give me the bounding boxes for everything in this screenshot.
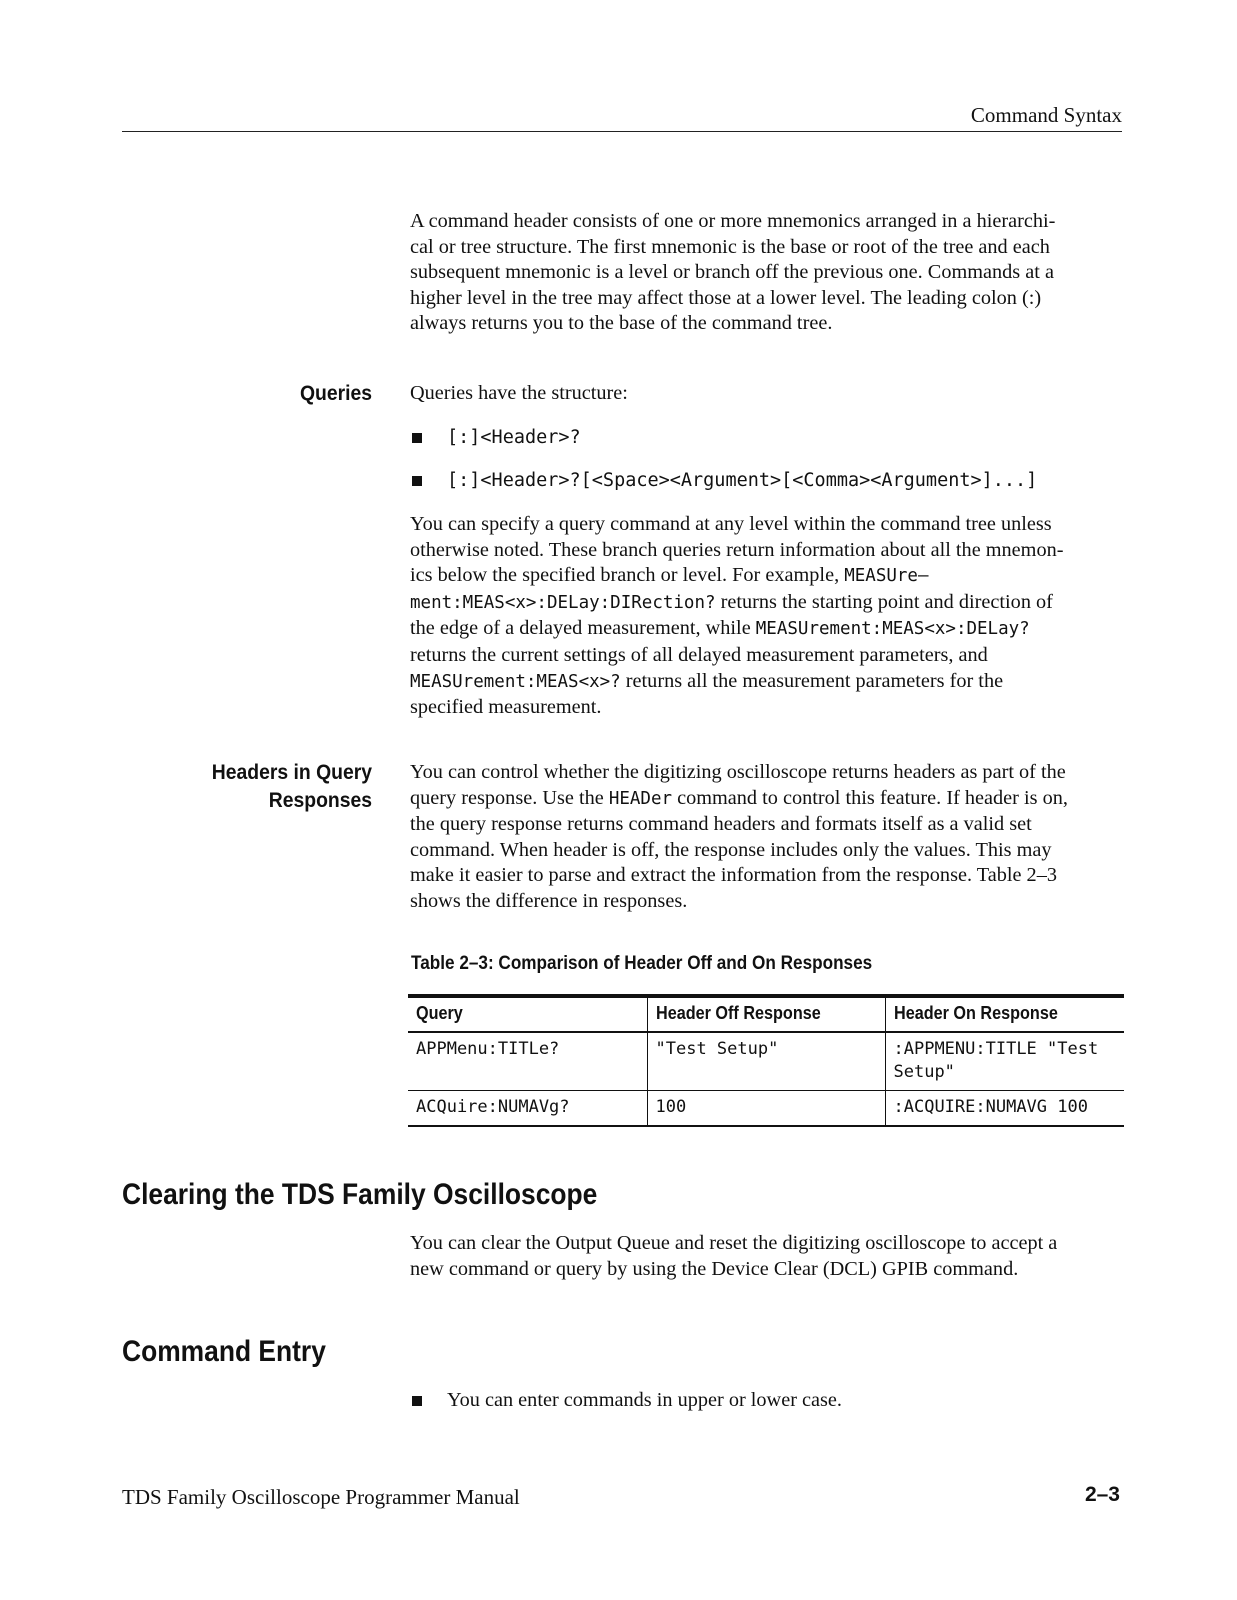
column-header-on (885, 996, 1124, 1032)
command-entry-title: Command Entry (122, 1335, 326, 1368)
text-line: returns the current settings of all delayed measurement parameters, and (410, 643, 988, 666)
text-line: subsequent mnemonic is a level or branch off the previous one. Commands at a (410, 261, 1054, 284)
table-caption: Table 2–3: Comparison of Header Off and On Responses (411, 952, 873, 974)
page-number: 2–3 (1084, 1483, 1120, 1506)
syntax-text: [:]<Header>?[<Space><Argument>[<Comma><Argument>]...] (447, 470, 1038, 491)
text-run: returns the starting point and direction of (715, 590, 1053, 613)
bullet-square (412, 433, 422, 443)
text-line: You can specify a query command at any level within the command tree unless (410, 513, 1052, 535)
intro-paragraph (410, 209, 1122, 337)
code-run: HEADer (608, 788, 673, 809)
clearing-section-title: Clearing the TDS Family Oscilloscope (122, 1178, 598, 1211)
text-line: shows the difference in responses. (410, 889, 688, 912)
header-text: Header On Response (893, 1003, 1058, 1023)
comparison-table (408, 994, 1124, 1127)
code-run: ment:MEAS<x>:DELay:DIRection? (410, 592, 716, 613)
footer-manual-title: TDS Family Oscilloscope Programmer Manual (122, 1485, 520, 1509)
text-run: ics below the specified branch or level. For example, (410, 564, 845, 587)
header-text: Header Off Response (655, 1003, 821, 1023)
column-header-off (647, 996, 885, 1032)
text-run: command to control this feature. If header is on, (672, 786, 1068, 809)
text-run: returns all the measurement parameters for the (620, 669, 1004, 692)
text-line: A command header consists of one or more mnemonics arranged in a hierarchi- (410, 210, 1056, 232)
table-cell: :ACQUIRE:NUMAVG 100 (885, 1091, 1124, 1127)
table-row (408, 1091, 1124, 1127)
text-run: the edge of a delayed measurement, while (410, 617, 756, 640)
table-cell: :APPMENU:TITLE "Test Setup" (885, 1032, 1124, 1091)
text-line: command. When header is off, the response includes only the values. This may (410, 838, 1052, 861)
headers-in-query-heading (212, 758, 372, 814)
column-header-query (408, 996, 647, 1032)
code-run: MEASUrement:MEAS<x>? (410, 671, 621, 692)
table-row (408, 1032, 1124, 1091)
text-line: specified measurement. (410, 696, 602, 719)
queries-body (410, 512, 1122, 721)
clearing-paragraph (410, 1231, 1122, 1282)
text-run: query response. Use the (410, 786, 609, 809)
code-run: MEASUrement:MEAS<x>:DELay? (755, 619, 1030, 640)
text-line: cal or tree structure. The first mnemonic is the base or root of the tree and each (410, 235, 1050, 258)
table-header-row (408, 996, 1124, 1032)
text-line: otherwise noted. These branch queries return information about all the mnemon- (410, 538, 1064, 561)
queries-heading: Queries (299, 381, 372, 405)
text-line: make it easier to parse and extract the information from the response. Table 2–3 (410, 864, 1057, 887)
text-line: the query response returns command headers and formats itself as a valid set (410, 813, 1032, 836)
text-line (410, 786, 1122, 813)
text-line (410, 590, 1122, 617)
text-line: higher level in the tree may affect those at a lower level. The leading colon (:) (410, 286, 1042, 309)
table-cell: ACQuire:NUMAVg? (416, 1097, 570, 1117)
heading-line: Headers in Query (211, 760, 372, 784)
queries-lead: Queries have the structure: (410, 382, 628, 404)
syntax-text: [:]<Header>? (447, 427, 581, 448)
text-line (410, 616, 1122, 643)
header-text: Query (416, 1003, 463, 1023)
text-line (410, 669, 1122, 696)
heading-line: Responses (268, 788, 372, 812)
bullet-text: You can enter commands in upper or lower case. (447, 1389, 842, 1411)
table-cell: 100 (647, 1091, 885, 1127)
bullet-square (412, 1396, 422, 1406)
running-header: Command Syntax (970, 103, 1122, 127)
text-line: always returns you to the base of the command tree. (410, 312, 833, 335)
command-entry-bullet (410, 1387, 1122, 1413)
bullet-square (412, 476, 422, 486)
table-cell: "Test Setup" (647, 1032, 885, 1091)
syntax-bullet-1 (410, 425, 1122, 451)
text-line: You can control whether the digitizing oscilloscope returns headers as part of the (410, 761, 1066, 783)
table-cell: APPMenu:TITLe? (416, 1039, 560, 1059)
header-rule (122, 131, 1122, 132)
text-line: new command or query by using the Device Clear (DCL) GPIB command. (410, 1257, 1019, 1280)
syntax-bullet-2 (410, 468, 1122, 494)
text-line: You can clear the Output Queue and reset the digitizing oscilloscope to accept a (410, 1232, 1058, 1254)
code-run: MEASUre– (844, 566, 929, 587)
headers-in-query-body (410, 760, 1122, 915)
text-line (410, 563, 1122, 590)
